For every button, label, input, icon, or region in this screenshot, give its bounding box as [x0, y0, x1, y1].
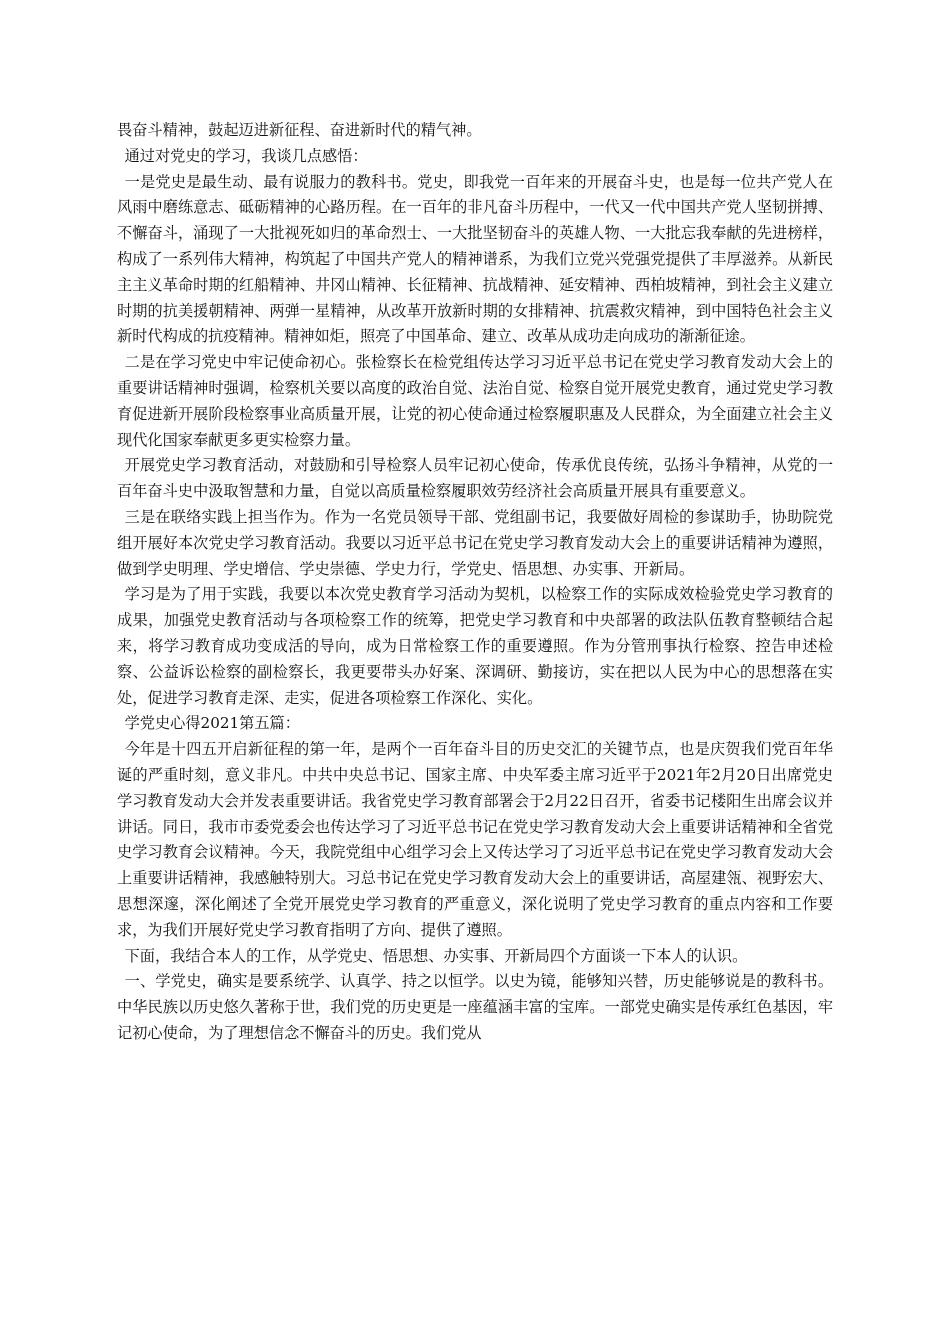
document-page	[117, 118, 833, 1047]
paragraph-activity: 开展党史学习教育活动，对鼓励和引导检察人员牢记初心使命，传承优良传统，弘扬斗争精神，从党的一百年奋斗史中汲取智慧和力量，自觉以高质量检察履职效劳经济社会高质量开展具有重要意义。	[117, 456, 833, 501]
paragraph-practice: 学习是为了用于实践，我要以本次党史教育学习活动为契机，以检察工作的实际成效检验党史学习教育的成果，加强党史教育活动与各项检察工作的统筹，把党史学习教育和中央部署的政法队伍教育整顿结合起来，将学习教育成功变成活的导向，成为日常检察工作的重要遵照。作为分管刑事执行检察、控告申述检察、公益诉讼检察的副检察长，我更要带头办好案、深调研、勤接访，实在把以人民为中心的思想落在实处，促进学习教育走深、走实，促进各项检察工作深化、实化。	[117, 585, 833, 707]
paragraph-continuation: 畏奋斗精神，鼓起迈进新征程、奋进新时代的精气神。	[117, 121, 482, 139]
paragraph-this-year: 今年是十四五开启新征程的第一年，是两个一百年奋斗目的历史交汇的关键节点，也是庆贺我们党百年华诞的严重时刻，意义非凡。中共中央总书记、国家主席、中央军委主席习近平于2021年2月20日出席党史学习教育发动大会并发表重要讲话。我省党史学习教育部署会于2月22日召开，省委书记楼阳生出席会议并讲话。同日，我市市委党委会也传达学习了习近平总书记在党史学习教育发动大会上重要讲话精神和全省党史学习教育会议精神。今天，我院党组中心组学习会上又传达学习了习近平总书记在党史学习教育发动大会上重要讲话精神，我感触特别大。习总书记在党史学习教育发动大会上的重要讲话，高屋建瓴、视野宏大、思想深邃，深化阐述了全党开展党史学习教育的严重意义，深化说明了党史学习教育的重点内容和工作要求，为我们开展好党史学习教育指明了方向、提供了遵照。	[117, 740, 833, 939]
paragraph-learn-history: 一、学党史，确实是要系统学、认真学、持之以恒学。以史为镜，能够知兴替，历史能够说是的教科书。中华民族以历史悠久著称于世，我们党的历史更是一座蕴涵丰富的宝库。一部党史确实是传承红色基因，牢记初心使命，为了理想信念不懈奋斗的历史。我们党从	[117, 972, 833, 1042]
paragraph-below: 下面，我结合本人的工作，从学党史、悟思想、办实事、开新局四个方面谈一下本人的认识。	[124, 946, 748, 965]
paragraph-point-three: 三是在联络实践上担当作为。作为一名党员领导干部、党组副书记，我要做好周检的参谋助手，协助院党组开展好本次党史学习教育活动。我要以习近平总书记在党史学习教育发动大会上的重要讲话精神为遵照，做到学史明理、学史增信、学史崇德、学史力行，学党史、悟思想、办实事、开新局。	[117, 507, 833, 578]
paragraph-intro: 通过对党史的学习，我谈几点感悟：	[124, 146, 368, 165]
section-heading: 学党史心得2021第五篇：	[124, 714, 300, 733]
paragraph-point-one: 一是党史是最生动、最有说服力的教科书。党史，即我党一百年来的开展奋斗史，也是每一位共产党人在风雨中磨练意志、砥砺精神的心路历程。在一百年的非凡奋斗历程中，一代又一代中国共产党人坚韧拼搏、不懈奋斗，涌现了一大批视死如归的革命烈士、一大批坚韧奋斗的英雄人物、一大批忘我奉献的先进榜样，构成了一系列伟大精神，构筑起了中国共产党人的精神谱系，为我们立党兴党强党提供了丰厚滋养。从新民主主义革命时期的红船精神、井冈山精神、长征精神、抗战精神、延安精神、西柏坡精神，到社会主义建立时期的抗美援朝精神、两弹一星精神，从改革开放新时期的女排精神、抗震救灾精神，到中国特色社会主义新时代构成的抗疫精神。精神如炬，照亮了中国革命、建立、改革从成功走向成功的渐渐征途。	[117, 172, 833, 346]
paragraph-point-two: 二是在学习党史中牢记使命初心。张检察长在检党组传达学习习近平总书记在党史学习教育发动大会上的重要讲话精神时强调，检察机关要以高度的政治自觉、法治自觉、检察自觉开展党史教育，通过党史学习教育促进新开展阶段检察事业高质量开展，让党的初心使命通过检察履职惠及人民群众，为全面建立社会主义现代化国家奉献更多更实检察力量。	[117, 353, 833, 449]
